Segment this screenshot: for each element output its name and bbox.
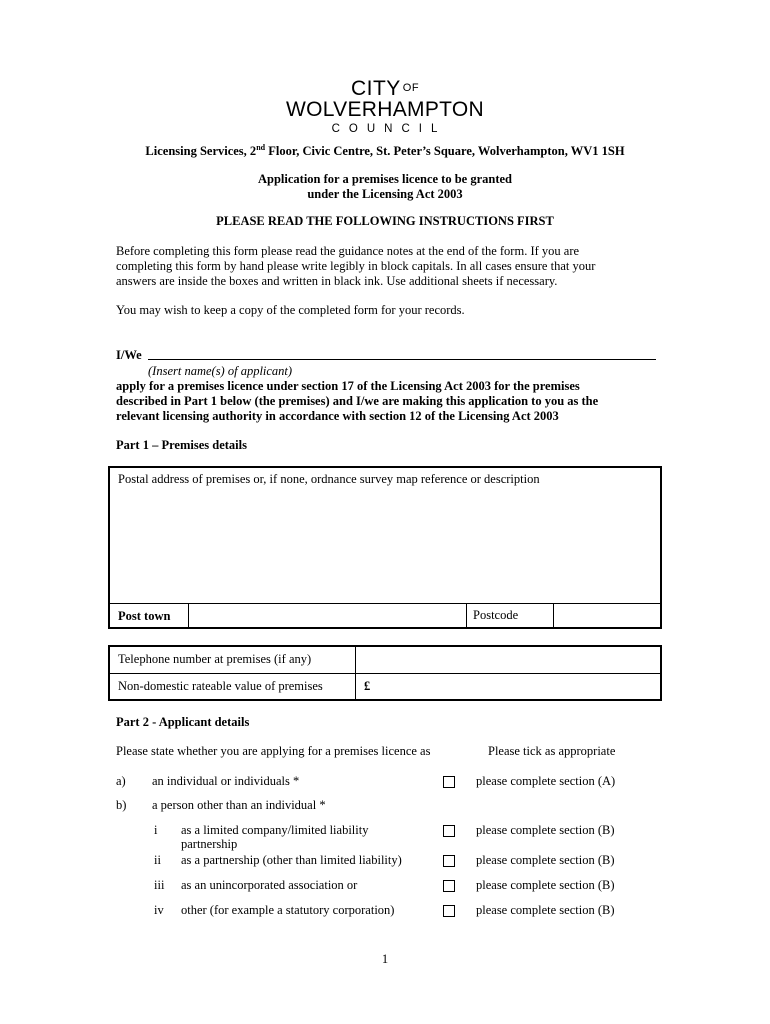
sub-option-ii-instruction: please complete section (B)	[476, 853, 615, 867]
sub-option-iv-checkbox[interactable]	[443, 905, 455, 917]
sub-option-iii-text: as an unincorporated association or	[181, 878, 358, 892]
statement-line: apply for a premises licence under section 17 of the Licensing Act 2003 for the premises	[116, 379, 580, 393]
option-b-marker: b)	[116, 798, 127, 812]
council-address	[0, 143, 770, 159]
postcode-label: Postcode	[473, 608, 519, 622]
sub-option-iii-instruction: please complete section (B)	[476, 878, 615, 892]
sub-option-ii-marker: ii	[154, 853, 161, 867]
copy-note: You may wish to keep a copy of the completed form for your records.	[116, 303, 465, 317]
sub-option-ii-text: as a partnership (other than limited liability)	[181, 853, 402, 867]
statement-line: relevant licensing authority in accordance with section 12 of the Licensing Act 2003	[116, 409, 559, 423]
part1-heading: Part 1 – Premises details	[116, 438, 247, 452]
part2-heading: Part 2 - Applicant details	[116, 715, 250, 729]
currency-symbol: £	[364, 679, 371, 693]
logo-city: CITY	[350, 77, 401, 100]
option-a-text: an individual or individuals *	[152, 774, 300, 788]
address-part-2: Floor, Civic Centre, St. Peter’s Square, Wolverhampton, WV1 1SH	[265, 144, 625, 159]
address-part-1: Licensing Services, 2	[145, 144, 257, 159]
applicant-hint: (Insert name(s) of applicant)	[148, 364, 293, 378]
sub-option-i-text	[181, 823, 368, 851]
logo-wolverhampton: WOLVERHAMPTON	[286, 98, 484, 121]
intro-line: Before completing this form please read the guidance notes at the end of the form. If you are	[116, 244, 580, 258]
premises-address-box	[108, 466, 662, 629]
address-superscript: nd	[256, 143, 266, 152]
sub-option-i-checkbox[interactable]	[443, 825, 455, 837]
intro-paragraph	[116, 244, 656, 289]
sub-option-i-marker: i	[154, 823, 158, 837]
option-a-marker: a)	[116, 774, 126, 788]
intro-line: completing this form by hand please write legibly in block capitals. In all cases ensure that your	[116, 259, 596, 273]
telephone-label: Telephone number at premises (if any)	[118, 652, 312, 666]
applicant-type-question: Please state whether you are applying for a premises licence as	[116, 744, 431, 758]
intro-line: answers are inside the boxes and written in black ink. Use additional sheets if necessary.	[116, 274, 558, 288]
tick-note: Please tick as appropriate	[488, 744, 616, 758]
sub-option-i-line-2: partnership	[181, 837, 238, 851]
telephone-field[interactable]	[356, 647, 660, 673]
post-town-field[interactable]	[189, 604, 465, 627]
page-number: 1	[381, 952, 389, 966]
option-a-instruction: please complete section (A)	[476, 774, 616, 788]
option-a-checkbox[interactable]	[443, 776, 455, 788]
postcode-field[interactable]	[554, 604, 660, 627]
sub-option-iii-marker: iii	[154, 878, 165, 892]
sub-option-i-instruction: please complete section (B)	[476, 823, 615, 837]
instructions-heading: PLEASE READ THE FOLLOWING INSTRUCTIONS FIRST	[216, 214, 554, 228]
sub-option-iv-text: other (for example a statutory corporation)	[181, 903, 395, 917]
title-line-2: under the Licensing Act 2003	[307, 187, 463, 201]
statement-line: described in Part 1 below (the premises) and I/we are making this application to you as the	[116, 394, 599, 408]
form-title	[0, 172, 770, 202]
council-logo	[0, 78, 770, 137]
premises-address-label: Postal address of premises or, if none, ordnance survey map reference or description	[118, 472, 540, 486]
rateable-value-label: Non-domestic rateable value of premises	[118, 679, 323, 693]
applicant-label: I/We	[116, 348, 142, 362]
post-town-label: Post town	[118, 609, 171, 623]
applicant-name-line[interactable]	[148, 359, 656, 360]
logo-council: COUNCIL	[331, 123, 447, 135]
option-b-text: a person other than an individual *	[152, 798, 326, 812]
premises-address-field[interactable]	[110, 486, 660, 603]
title-line-1: Application for a premises licence to be granted	[257, 172, 513, 186]
sub-option-iii-checkbox[interactable]	[443, 880, 455, 892]
sub-option-iv-marker: iv	[154, 903, 164, 917]
applicant-statement	[116, 379, 656, 424]
sub-option-ii-checkbox[interactable]	[443, 855, 455, 867]
logo-of: OF	[402, 82, 420, 94]
sub-option-iv-instruction: please complete section (B)	[476, 903, 615, 917]
sub-option-i-line-1: as a limited company/limited liability	[181, 823, 369, 837]
rateable-value-field[interactable]	[376, 674, 660, 699]
premises-contact-table	[108, 645, 662, 701]
